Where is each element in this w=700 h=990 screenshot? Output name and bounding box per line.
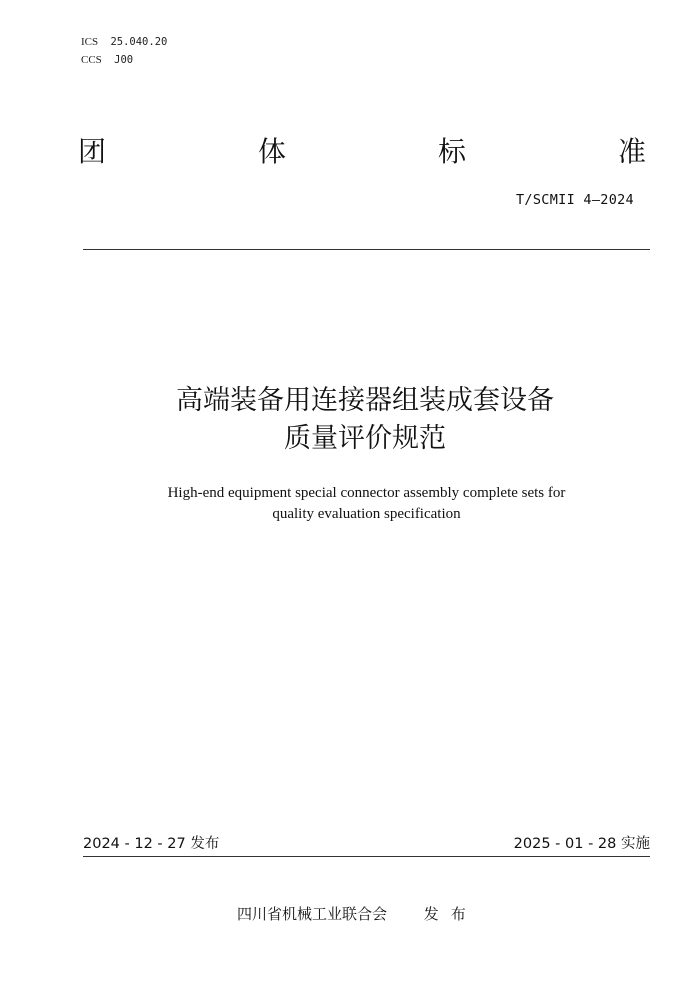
chinese-title-line-2: 质量评价规范 <box>284 423 446 454</box>
ics-label: ICS <box>81 36 99 48</box>
ccs-code-line <box>81 53 133 67</box>
publisher-line <box>237 903 478 925</box>
english-title-line-2: quality evaluation specification <box>272 506 461 522</box>
date-row <box>83 834 650 854</box>
ccs-code: J00 <box>114 54 134 66</box>
publisher-action: 发布 <box>423 905 478 923</box>
category-char: 准 <box>617 135 646 168</box>
category-char: 体 <box>257 135 286 168</box>
bottom-divider <box>83 856 650 857</box>
top-divider <box>83 249 650 250</box>
publisher-name: 四川省机械工业联合会 <box>237 905 388 923</box>
ics-code: 25.040.20 <box>110 36 168 48</box>
standard-category-heading <box>78 135 646 169</box>
english-title <box>0 483 700 525</box>
publish-date: 2024 - 12 - 27 发布 <box>83 836 220 852</box>
english-title-line-1: High-end equipment special connector assembly complete sets for <box>167 485 566 501</box>
implement-date: 2025 - 01 - 28 实施 <box>513 836 650 852</box>
category-char: 标 <box>437 135 466 168</box>
ics-code-line <box>81 35 167 49</box>
standard-number: T/SCMII 4—2024 <box>516 192 634 208</box>
chinese-title-line-1: 高端装备用连接器组装成套设备 <box>176 385 554 416</box>
category-char: 团 <box>78 135 107 168</box>
ccs-label: CCS <box>81 54 102 66</box>
chinese-title <box>0 382 700 458</box>
